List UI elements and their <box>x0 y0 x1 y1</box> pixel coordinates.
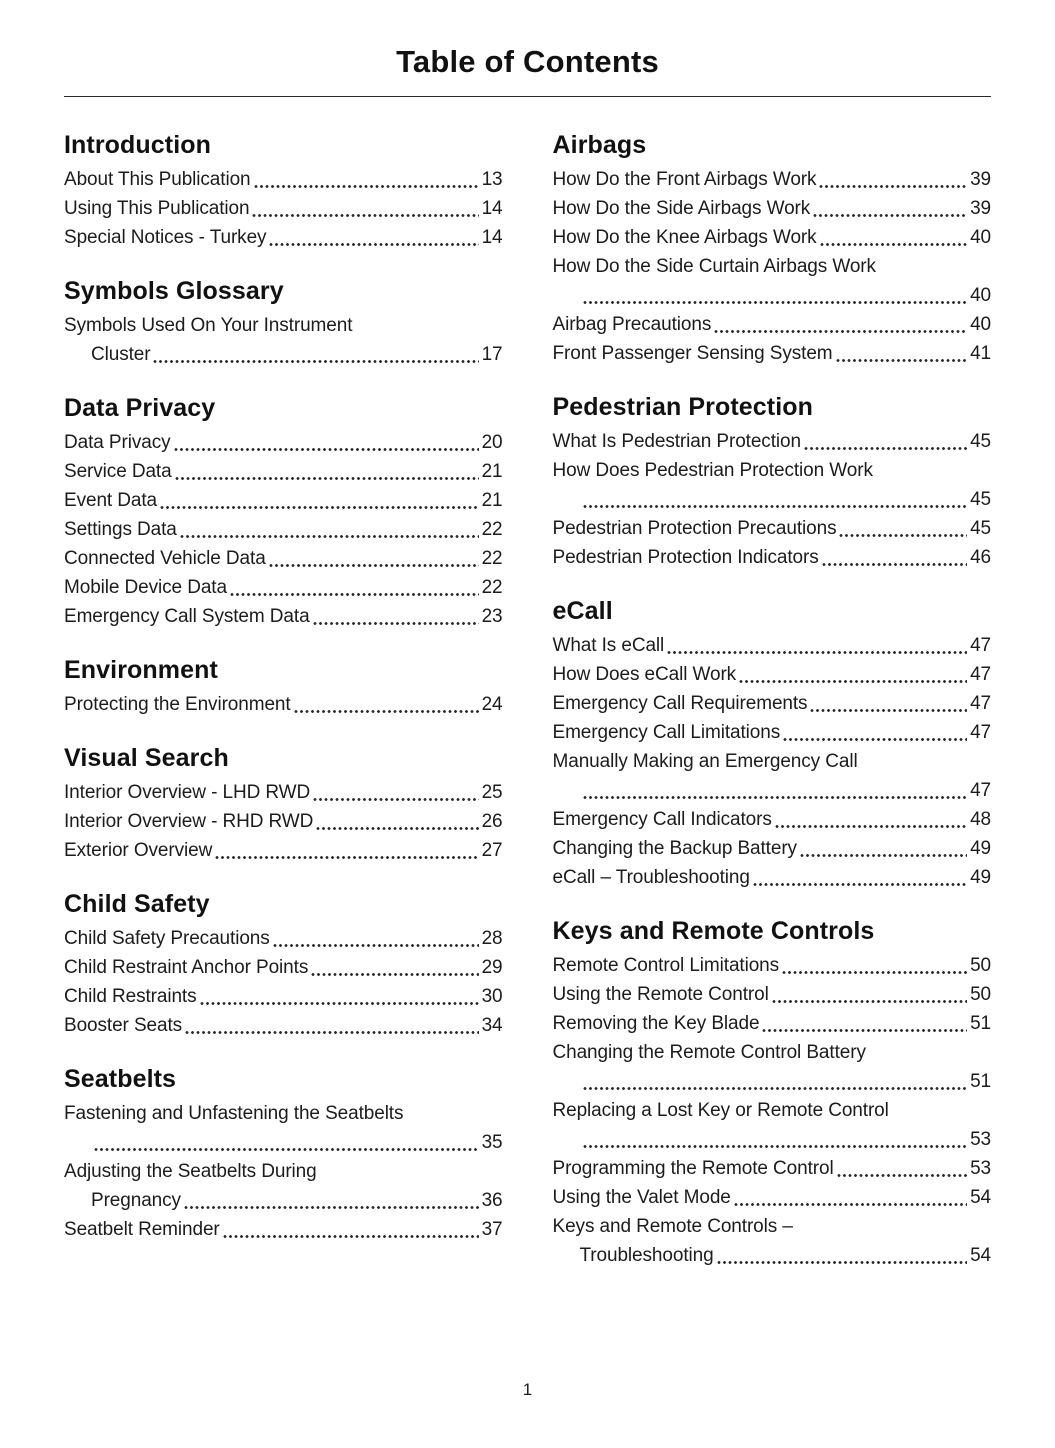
entry-page-number: 40 <box>970 314 991 335</box>
entry-page-number: 50 <box>970 984 991 1005</box>
dot-leader <box>313 621 479 626</box>
entry-line <box>553 165 992 194</box>
section-heading: Child Safety <box>64 890 210 918</box>
entry-label: Fastening and Unfastening the Seatbelts <box>64 1103 404 1124</box>
toc-entry <box>553 747 992 805</box>
entry-page-number: 47 <box>970 780 991 801</box>
entry-label: Pedestrian Protection Indicators <box>552 547 819 568</box>
entry-line <box>64 807 503 836</box>
toc-entry <box>64 457 503 486</box>
entry-page-number: 45 <box>970 518 991 539</box>
entry-label: Remote Control Limitations <box>552 955 780 976</box>
entry-line <box>553 980 992 1009</box>
entry-line <box>553 310 992 339</box>
dot-leader <box>762 1028 967 1033</box>
entry-label: Emergency Call System Data <box>64 606 310 627</box>
section-heading: Introduction <box>64 131 212 159</box>
toc-entry <box>553 951 992 980</box>
dot-leader <box>583 504 968 509</box>
toc-entry <box>553 1038 992 1096</box>
toc-entry <box>64 1215 503 1244</box>
toc-entry <box>553 631 992 660</box>
entry-page-number: 22 <box>481 548 503 569</box>
dot-leader <box>667 650 967 655</box>
toc-entry <box>64 428 503 457</box>
toc-entry <box>64 1011 503 1040</box>
toc-entry <box>64 194 503 223</box>
toc-entry <box>553 223 992 252</box>
entry-line <box>64 953 503 982</box>
entry-label: Front Passenger Sensing System <box>552 343 833 364</box>
dot-leader <box>316 826 478 831</box>
toc-entry <box>553 863 992 892</box>
entry-label: Manually Making an Emergency Call <box>552 751 858 772</box>
entry-label: Changing the Remote Control Battery <box>552 1042 866 1063</box>
entry-label: Child Safety Precautions <box>64 928 270 949</box>
entry-page-number: 40 <box>970 285 991 306</box>
toc-entry <box>553 660 992 689</box>
toc-section <box>64 394 503 631</box>
entry-label: Child Restraints <box>64 986 197 1007</box>
entry-label: eCall – Troubleshooting <box>552 867 750 888</box>
entry-page-number: 50 <box>970 955 991 976</box>
entry-line <box>64 165 503 194</box>
entry-page-number: 13 <box>481 169 503 190</box>
entry-line <box>553 951 992 980</box>
entry-page-number: 25 <box>481 782 503 803</box>
toc-entry <box>553 1096 992 1154</box>
entry-line <box>64 223 503 252</box>
toc-entry <box>64 778 503 807</box>
entry-line <box>64 1099 503 1128</box>
entry-label: Data Privacy <box>64 432 171 453</box>
dot-leader <box>254 184 479 189</box>
entry-page-number: 28 <box>481 928 503 949</box>
entry-line <box>553 1241 992 1270</box>
dot-leader <box>734 1202 967 1207</box>
entry-label: Mobile Device Data <box>64 577 227 598</box>
toc-entry <box>64 836 503 865</box>
toc-section <box>553 131 992 368</box>
entry-page-number: 47 <box>970 664 991 685</box>
entry-page-number: 54 <box>970 1245 991 1266</box>
entry-line <box>553 543 992 572</box>
entry-line <box>64 836 503 865</box>
entry-line <box>64 340 503 369</box>
toc-entry <box>64 515 503 544</box>
entry-page-number: 21 <box>481 490 503 511</box>
dot-leader <box>153 359 478 364</box>
entry-page-number: 14 <box>481 198 503 219</box>
entry-line <box>553 1183 992 1212</box>
entry-label: Connected Vehicle Data <box>64 548 266 569</box>
toc-entry <box>553 805 992 834</box>
entry-line <box>553 1009 992 1038</box>
entry-page-number: 21 <box>481 461 503 482</box>
toc-entry <box>553 310 992 339</box>
toc-entry <box>64 1099 503 1157</box>
entry-label: Using the Remote Control <box>552 984 769 1005</box>
entry-label: Using the Valet Mode <box>552 1187 731 1208</box>
entry-page-number: 36 <box>481 1190 503 1211</box>
entry-line <box>553 427 992 456</box>
entry-line <box>64 1157 503 1186</box>
entry-line <box>64 1011 503 1040</box>
section-heading: Airbags <box>552 131 647 159</box>
entry-line <box>553 689 992 718</box>
toc-entry <box>553 980 992 1009</box>
entry-page-number: 23 <box>481 606 503 627</box>
entry-line <box>553 339 992 368</box>
entry-label: Emergency Call Requirements <box>552 693 808 714</box>
toc-section <box>553 597 992 892</box>
toc-entry <box>553 456 992 514</box>
entry-page-number: 47 <box>970 722 991 743</box>
entry-line <box>553 747 992 776</box>
toc-entry <box>64 1157 503 1215</box>
entry-label: Using This Publication <box>64 198 250 219</box>
dot-leader <box>819 184 967 189</box>
entry-label: Symbols Used On Your Instrument <box>64 315 353 336</box>
entry-line <box>64 544 503 573</box>
entry-label: How Does Pedestrian Protection Work <box>552 460 873 481</box>
entry-label: How Do the Knee Airbags Work <box>552 227 817 248</box>
dot-leader <box>800 853 967 858</box>
entry-label: Event Data <box>64 490 157 511</box>
entry-line <box>64 1186 503 1215</box>
entry-label: Cluster <box>91 344 151 365</box>
footer-page-number: 1 <box>522 1380 533 1399</box>
section-heading: Visual Search <box>64 744 229 772</box>
toc-entry <box>553 689 992 718</box>
toc-section <box>64 744 503 865</box>
entry-line <box>553 1125 992 1154</box>
entry-page-number: 49 <box>970 838 991 859</box>
dot-leader <box>160 505 479 510</box>
entry-page-number: 47 <box>970 693 991 714</box>
entry-line <box>553 1067 992 1096</box>
toc-section <box>64 656 503 719</box>
entry-line <box>553 281 992 310</box>
entry-label: Removing the Key Blade <box>552 1013 760 1034</box>
dot-leader <box>583 1086 968 1091</box>
toc-entry <box>553 165 992 194</box>
toc-section <box>64 1065 503 1244</box>
entry-page-number: 47 <box>970 635 991 656</box>
section-heading: Data Privacy <box>64 394 216 422</box>
entry-label: About This Publication <box>64 169 251 190</box>
entry-label: Special Notices - Turkey <box>64 227 267 248</box>
entry-page-number: 46 <box>970 547 991 568</box>
entry-page-number: 41 <box>970 343 991 364</box>
toc-entry <box>553 252 992 310</box>
entry-page-number: 30 <box>481 986 503 1007</box>
entry-page-number: 29 <box>481 957 503 978</box>
entry-label: Protecting the Environment <box>64 694 291 715</box>
entry-label: Interior Overview - RHD RWD <box>64 811 314 832</box>
entry-page-number: 22 <box>481 519 503 540</box>
toc-entry <box>64 982 503 1011</box>
entry-page-number: 24 <box>481 694 503 715</box>
toc-entry <box>553 1212 992 1270</box>
entry-label: Seatbelt Reminder <box>64 1219 220 1240</box>
entry-page-number: 17 <box>481 344 503 365</box>
entry-label: Troubleshooting <box>579 1245 714 1266</box>
entry-label: Settings Data <box>64 519 177 540</box>
page-title: Table of Contents <box>396 44 659 79</box>
toc-entry <box>64 223 503 252</box>
entry-page-number: 14 <box>481 227 503 248</box>
toc-section <box>553 393 992 572</box>
entry-line <box>64 602 503 631</box>
entry-line <box>64 428 503 457</box>
dot-leader <box>185 1030 479 1035</box>
dot-leader <box>180 534 479 539</box>
dot-leader <box>775 824 967 829</box>
dot-leader <box>252 213 478 218</box>
entry-label: Airbag Precautions <box>552 314 712 335</box>
toc-entry <box>553 194 992 223</box>
dot-leader <box>836 358 968 363</box>
dot-leader <box>714 329 967 334</box>
entry-label: Adjusting the Seatbelts During <box>64 1161 317 1182</box>
entry-line <box>64 573 503 602</box>
toc-entry <box>64 573 503 602</box>
entry-label: Emergency Call Limitations <box>552 722 781 743</box>
entry-line <box>64 778 503 807</box>
dot-leader <box>174 447 479 452</box>
entry-label: Keys and Remote Controls – <box>552 1216 793 1237</box>
entry-line <box>553 252 992 281</box>
entry-page-number: 48 <box>970 809 991 830</box>
dot-leader <box>223 1234 479 1239</box>
section-heading: Symbols Glossary <box>64 277 284 305</box>
entry-line <box>553 485 992 514</box>
entry-page-number: 54 <box>970 1187 991 1208</box>
entry-line <box>553 631 992 660</box>
entry-line <box>553 1038 992 1067</box>
toc-column-2 <box>553 131 992 1270</box>
dot-leader <box>839 533 967 538</box>
toc-entry <box>553 514 992 543</box>
toc-entry <box>553 339 992 368</box>
entry-page-number: 40 <box>970 227 991 248</box>
entry-line <box>64 457 503 486</box>
dot-leader <box>753 882 967 887</box>
toc-entry <box>64 953 503 982</box>
entry-page-number: 26 <box>481 811 503 832</box>
entry-line <box>553 805 992 834</box>
title-divider <box>64 96 991 97</box>
entry-label: Emergency Call Indicators <box>552 809 772 830</box>
dot-leader <box>269 563 479 568</box>
dot-leader <box>313 797 478 802</box>
dot-leader <box>94 1147 479 1152</box>
entry-page-number: 45 <box>970 431 991 452</box>
entry-page-number: 39 <box>970 198 991 219</box>
toc-entry <box>64 544 503 573</box>
dot-leader <box>269 242 478 247</box>
entry-label: Booster Seats <box>64 1015 183 1036</box>
entry-page-number: 20 <box>481 432 503 453</box>
entry-label: How Do the Side Airbags Work <box>552 198 811 219</box>
toc-entry <box>64 807 503 836</box>
entry-line <box>64 486 503 515</box>
entry-page-number: 27 <box>481 840 503 861</box>
entry-page-number: 34 <box>481 1015 503 1036</box>
dot-leader <box>810 708 967 713</box>
toc-entry <box>553 834 992 863</box>
dot-leader <box>273 943 479 948</box>
entry-line <box>64 1128 503 1157</box>
toc-entry <box>64 690 503 719</box>
entry-page-number: 51 <box>970 1013 991 1034</box>
entry-page-number: 51 <box>970 1071 991 1092</box>
toc-entry <box>553 427 992 456</box>
entry-label: Pregnancy <box>91 1190 181 1211</box>
dot-leader <box>820 242 968 247</box>
entry-label: Programming the Remote Control <box>552 1158 834 1179</box>
dot-leader <box>822 562 967 567</box>
entry-label: How Do the Side Curtain Airbags Work <box>552 256 876 277</box>
entry-label: Exterior Overview <box>64 840 213 861</box>
entry-label: Interior Overview - LHD RWD <box>64 782 311 803</box>
dot-leader <box>583 1144 968 1149</box>
toc-section <box>64 131 503 252</box>
entry-page-number: 45 <box>970 489 991 510</box>
entry-label: Replacing a Lost Key or Remote Control <box>552 1100 889 1121</box>
entry-line <box>64 515 503 544</box>
entry-page-number: 35 <box>481 1132 503 1153</box>
toc-entry <box>64 311 503 369</box>
toc-section <box>553 917 992 1270</box>
entry-line <box>64 982 503 1011</box>
entry-line <box>553 1154 992 1183</box>
section-heading: Environment <box>64 656 218 684</box>
entry-line <box>553 514 992 543</box>
dot-leader <box>583 300 968 305</box>
dot-leader <box>837 1173 967 1178</box>
entry-line <box>64 924 503 953</box>
entry-line <box>64 194 503 223</box>
toc-entry <box>553 1183 992 1212</box>
toc-entry <box>64 602 503 631</box>
entry-page-number: 53 <box>970 1158 991 1179</box>
entry-page-number: 37 <box>481 1219 503 1240</box>
toc-entry <box>553 718 992 747</box>
entry-line <box>553 223 992 252</box>
dot-leader <box>583 795 968 800</box>
toc-entry <box>553 543 992 572</box>
dot-leader <box>230 592 479 597</box>
entry-line <box>553 194 992 223</box>
dot-leader <box>772 999 967 1004</box>
dot-leader <box>739 679 967 684</box>
dot-leader <box>783 737 967 742</box>
entry-label: Pedestrian Protection Precautions <box>552 518 837 539</box>
entry-page-number: 39 <box>970 169 991 190</box>
dot-leader <box>200 1001 479 1006</box>
dot-leader <box>175 476 479 481</box>
entry-line <box>553 776 992 805</box>
dot-leader <box>804 446 967 451</box>
toc-column-1 <box>64 131 503 1270</box>
entry-line <box>553 1212 992 1241</box>
entry-label: Child Restraint Anchor Points <box>64 957 309 978</box>
toc-entry <box>553 1009 992 1038</box>
entry-page-number: 22 <box>481 577 503 598</box>
section-heading: Keys and Remote Controls <box>552 917 875 945</box>
entry-label: How Do the Front Airbags Work <box>552 169 817 190</box>
entry-line <box>553 718 992 747</box>
dot-leader <box>184 1205 479 1210</box>
toc-entry <box>553 1154 992 1183</box>
entry-page-number: 49 <box>970 867 991 888</box>
dot-leader <box>782 970 967 975</box>
entry-line <box>553 456 992 485</box>
dot-leader <box>717 1260 968 1265</box>
toc-entry <box>64 924 503 953</box>
entry-page-number: 53 <box>970 1129 991 1150</box>
toc-entry <box>64 486 503 515</box>
dot-leader <box>294 709 479 714</box>
entry-label: What Is Pedestrian Protection <box>552 431 801 452</box>
dot-leader <box>215 855 478 860</box>
entry-line <box>553 660 992 689</box>
toc-section <box>64 890 503 1040</box>
toc-entry <box>64 165 503 194</box>
entry-label: What Is eCall <box>552 635 665 656</box>
toc-columns <box>64 131 991 1270</box>
entry-label: How Does eCall Work <box>552 664 737 685</box>
section-heading: Seatbelts <box>64 1065 177 1093</box>
toc-section <box>64 277 503 369</box>
section-heading: eCall <box>552 597 613 625</box>
dot-leader <box>813 213 967 218</box>
dot-leader <box>311 972 478 977</box>
entry-line <box>64 1215 503 1244</box>
section-heading: Pedestrian Protection <box>552 393 813 421</box>
entry-line <box>64 690 503 719</box>
entry-line <box>553 1096 992 1125</box>
entry-line <box>553 834 992 863</box>
entry-label: Changing the Backup Battery <box>552 838 797 859</box>
entry-line <box>64 311 503 340</box>
entry-line <box>553 863 992 892</box>
entry-label: Service Data <box>64 461 172 482</box>
